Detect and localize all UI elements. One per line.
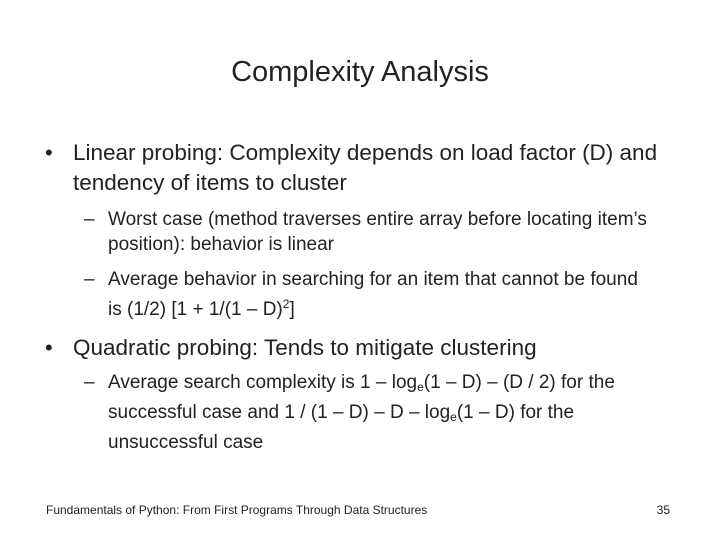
subbullet-text-end: ] [289, 299, 295, 320]
bullet-text: Quadratic probing: Tends to mitigate clustering [73, 335, 537, 360]
bullet-item-quadratic-probing [45, 333, 673, 363]
subbullet-text: Average search complexity is 1 – log [108, 372, 418, 393]
bullet-marker: • [45, 335, 53, 360]
subscript: e [417, 380, 424, 394]
slide-title: Complexity Analysis [231, 56, 489, 88]
bullet-text: Linear probing: Complexity depends on load factor (D) and tendency of items to cluster [73, 140, 658, 195]
dash-marker: – [84, 209, 95, 230]
superscript: 2 [282, 297, 290, 311]
page-number: 35 [656, 503, 670, 517]
footer-text: Fundamentals of Python: From First Programs Through Data Structures [46, 503, 428, 517]
bullet-item-linear-probing [45, 138, 673, 198]
subbullet-text: Worst case (method traverses entire array before locating item’s position): behavior is linear [108, 209, 647, 255]
dash-marker: – [84, 372, 95, 393]
bullet-marker: • [45, 140, 53, 165]
subbullet-item-average-search [84, 370, 648, 455]
subscript: e [450, 410, 457, 424]
subbullet-item-worst-case [84, 207, 648, 257]
subbullet-item-average-behavior [84, 267, 648, 322]
dash-marker: – [84, 269, 95, 290]
subbullet-text-end: (1 – D) for the unsuccessful case [108, 402, 575, 453]
subbullet-text-mid: (1 – D) – (D / 2) for the successful case and 1 / (1 – D) – D – log [108, 372, 615, 423]
subbullet-text: Average behavior in searching for an item that cannot be found is (1/2) [1 + 1/(1 – D) [108, 269, 638, 320]
